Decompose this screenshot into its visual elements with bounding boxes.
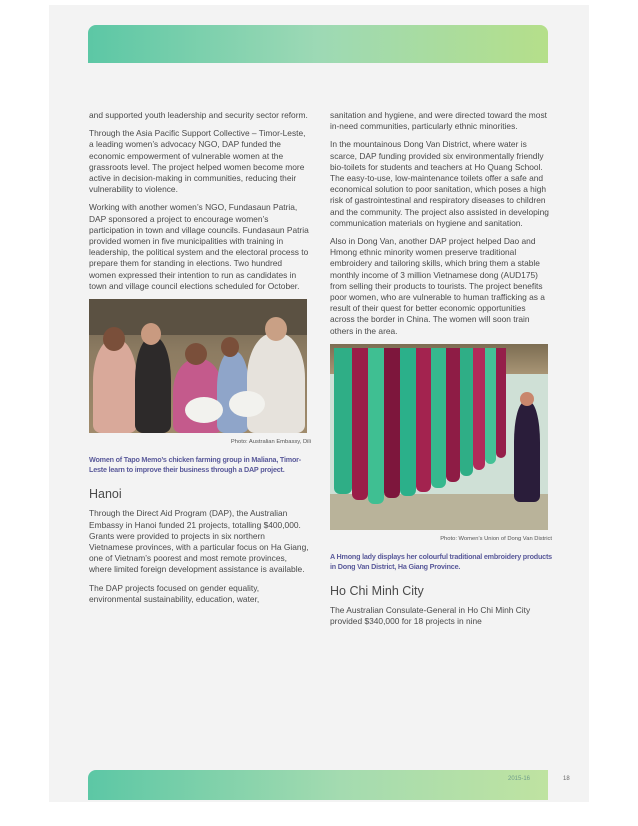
hanoi-heading: Hanoi bbox=[89, 487, 122, 502]
left-column bbox=[89, 110, 311, 612]
right-paragraph-3: Also in Dong Van, another DAP project helped Dao and Hmong ethnic minority women preserve traditional embroidery and tailoring skills, which bring them a stable monthly income of 3 million Vietnamese dong (AUD175) from selling their products to tourists. The project benefits poor women, who are vulnerable to human trafficking as a result of their quest for better economic opportunities across the border in China. The women will soon train others in the area. bbox=[330, 236, 545, 336]
left-paragraph-5: The DAP projects focused on gender equality, environmental sustainability, education, water, bbox=[89, 582, 260, 604]
footer-year: 2015-16 bbox=[508, 776, 531, 782]
left-paragraph-2: Through the Asia Pacific Support Collective – Timor-Leste, a leading women’s advocacy NGO, DAP funded the economic empowerment of vulnerable women at the grassroots level. The project helped women become more active in decision-making in communities, reducing their vulnerability to violence. bbox=[89, 128, 306, 195]
ho-chi-minh-city-heading: Ho Chi Minh City bbox=[330, 584, 424, 599]
left-paragraph-3: Working with another women’s NGO, Fundasaun Patria, DAP sponsored a project to encourage women’s participation in town and village councils. Fundasaun Patria provided women in five municipalities with training in leadership, the political system and the electoral process to prepare them for standing in elections. Two hundred women expressed their intention to run as candidates in town and village council elections scheduled for October. bbox=[89, 202, 309, 291]
right-column bbox=[330, 110, 552, 635]
right-photo-credit: Photo: Women’s Union of Dong Van District bbox=[440, 535, 552, 542]
embroidery-photo bbox=[330, 344, 548, 530]
right-photo-caption: A Hmong lady displays her colourful traditional embroidery products in Dong Van District, Ha Giang Province. bbox=[330, 552, 552, 572]
footer-band bbox=[88, 770, 548, 800]
right-paragraph-1: sanitation and hygiene, and were directed toward the most in-need communities, particularly ethnic minorities. bbox=[330, 110, 547, 132]
page-number: 18 bbox=[563, 776, 570, 782]
right-paragraph-4: The Australian Consulate-General in Ho Chi Minh City provided $340,000 for 18 projects in nine bbox=[330, 605, 531, 627]
right-paragraph-2: In the mountainous Dong Van District, where water is scarce, DAP funding provided six environmentally friendly bio-toilets for students and teachers at Ho Quang School. The easy-to-use, low-maintenance toilets offer a safe and economical solution to poor sanitation, which poses a high risk of gastrointestinal and respiratory diseases to children and the community. The project also assisted in developing communication materials on hygiene and sanitation. bbox=[330, 139, 549, 228]
left-paragraph-4: Through the Direct Aid Program (DAP), the Australian Embassy in Hanoi funded 21 projects, totalling $400,000. Grants were provided to projects in six northern Vietnamese provinces, with a particular focus on Ha Giang, one of Vietnam’s poorest and most remote provinces, where limited foreign development assistance is available. bbox=[89, 508, 309, 575]
left-photo-credit: Photo: Australian Embassy, Dili bbox=[230, 439, 311, 446]
header-band bbox=[88, 25, 548, 63]
left-paragraph-1: and supported youth leadership and security sector reform. bbox=[89, 110, 308, 120]
left-photo-caption: Women of Tapo Memo’s chicken farming group in Maliana, Timor-Leste learn to improve their business through a DAP project. bbox=[89, 455, 301, 475]
chicken-farming-photo bbox=[89, 299, 307, 433]
